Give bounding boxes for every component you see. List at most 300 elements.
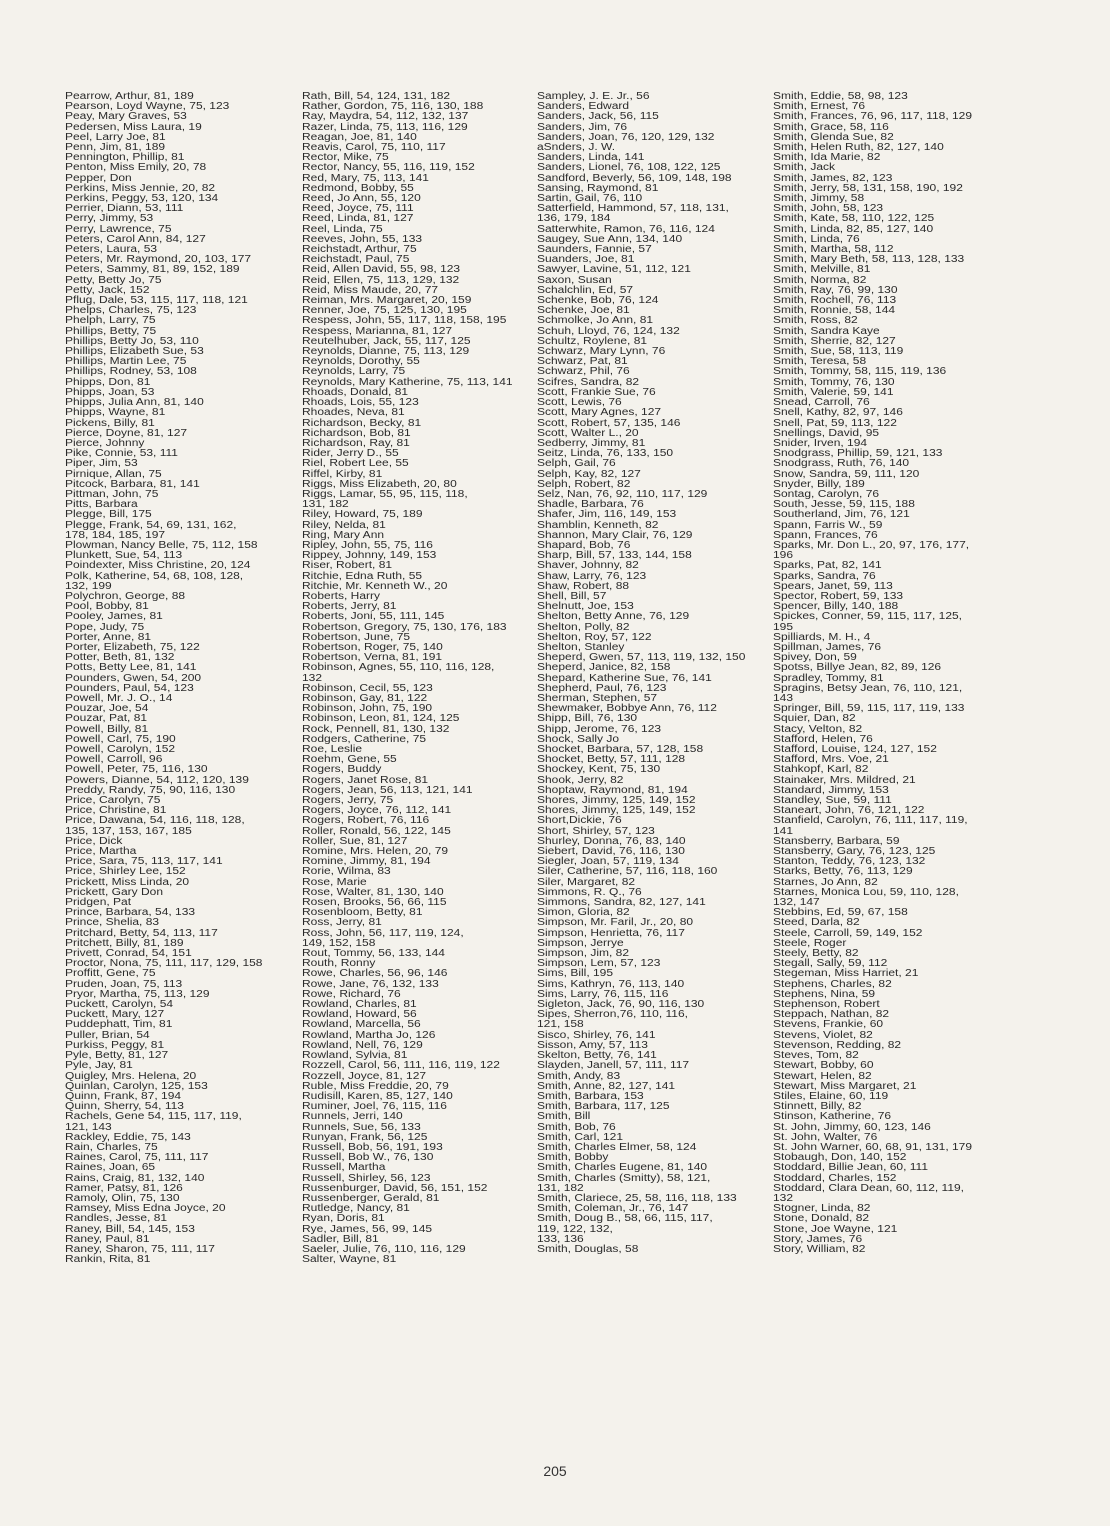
index-entry: Pouzar, Joe, 54 <box>65 703 149 715</box>
index-entry: Sims, Bill, 195 <box>537 968 614 980</box>
index-entry: Staneart, John, 76, 121, 122 <box>773 805 925 817</box>
index-entry: 196 <box>773 550 794 562</box>
index-entry: Stoddard, Charles, 152 <box>773 1172 897 1184</box>
index-entry: Raines, Joan, 65 <box>65 1162 156 1174</box>
index-entry: Perkins, Miss Jennie, 20, 82 <box>65 182 216 194</box>
index-entry: Smith, John, 58, 123 <box>773 203 884 215</box>
index-entry: Rose, Walter, 81, 130, 140 <box>302 886 444 898</box>
index-entry: Reavis, Carol, 75, 110, 117 <box>302 142 446 154</box>
index-entry: Smith, Norma, 82 <box>773 274 867 286</box>
index-entry: Price, Christine, 81 <box>65 805 167 817</box>
index-entry: Pitcock, Barbara, 81, 141 <box>65 478 200 490</box>
index-entry: Richardson, Bob, 81 <box>302 427 411 439</box>
index-entry: Phipps, Wayne, 81 <box>65 407 166 419</box>
index-entry: 121, 158 <box>537 1019 584 1031</box>
index-entry: Stinson, Katherine, 76 <box>773 1111 892 1123</box>
index-entry: Stacy, Velton, 82 <box>773 723 863 735</box>
index-entry: Smith, Teresa, 58 <box>773 356 867 368</box>
index-entry: Short,Dickie, 76 <box>537 815 622 827</box>
index-entry: Shook, Jerry, 82 <box>537 774 624 786</box>
index-column-4 <box>773 92 972 1255</box>
index-entry: Price, Shirley Lee, 152 <box>65 866 186 878</box>
index-entry: Puddephatt, Tim, 81 <box>65 1019 173 1031</box>
index-entry: Stogner, Linda, 82 <box>773 1203 871 1215</box>
index-entry: Rowland, Charles, 81 <box>302 999 417 1011</box>
index-entry: 132 <box>773 1192 794 1204</box>
index-entry: Rogers, Jean, 56, 113, 121, 141 <box>302 784 473 796</box>
index-entry: Reynolds, Dorothy, 55 <box>302 356 420 368</box>
index-entry: Simon, Gloria, 82 <box>537 907 630 919</box>
index-entry: Spencer, Billy, 140, 188 <box>773 601 899 613</box>
index-entry: Phillips, Betty Jo, 53, 110 <box>65 335 199 347</box>
index-entry: Reed, Joyce, 75, 111 <box>302 203 414 215</box>
index-entry: 149, 152, 158 <box>302 937 376 949</box>
index-entry: Pridgen, Pat <box>65 897 132 909</box>
index-entry: Satterwhite, Ramon, 76, 116, 124 <box>537 223 715 235</box>
index-entry: Snell, Kathy, 82, 97, 146 <box>773 407 903 419</box>
index-entry: Schwarz, Mary Lynn, 76 <box>537 346 666 358</box>
index-entry: Schultz, Roylene, 81 <box>537 335 648 347</box>
index-entry: Rozzell, Joyce, 81, 127 <box>302 1070 427 1082</box>
index-entry: Stone, Donald, 82 <box>773 1213 870 1225</box>
index-entry: Shapard, Bob, 76 <box>537 539 631 551</box>
index-entry: Rowland, Martha Jo, 126 <box>302 1029 436 1041</box>
index-entry: Robinson, Gay, 81, 122 <box>302 692 428 704</box>
index-entry: Rhoads, Donald, 81 <box>302 386 409 398</box>
index-entry: Sipes, Sherron,76, 110, 116, <box>537 1009 688 1021</box>
index-entry: 131, 182 <box>537 1182 584 1194</box>
index-entry: Riley, Nelda, 81 <box>302 519 386 531</box>
index-entry: Snodgrass, Ruth, 76, 140 <box>773 458 910 470</box>
index-entry: Rogers, Joyce, 76, 112, 141 <box>302 805 452 817</box>
index-entry: Stinnett, Billy, 82 <box>773 1101 862 1113</box>
index-entry: Southerland, Jim, 76, 121 <box>773 509 910 521</box>
index-entry: Perrier, Diann, 53, 111 <box>65 203 184 215</box>
index-entry: Smith, Mary Beth, 58, 113, 128, 133 <box>773 254 965 266</box>
index-entry: Preddy, Randy, 75, 90, 116, 130 <box>65 784 236 796</box>
index-entry: Stafford, Mrs. Voe, 21 <box>773 754 889 766</box>
index-entry: Shelton, Polly, 82 <box>537 621 630 633</box>
index-entry: Shamblin, Kenneth, 82 <box>537 519 659 531</box>
index-entry: Schwarz, Phil, 76 <box>537 366 630 378</box>
index-entry: Rains, Craig, 81, 132, 140 <box>65 1172 205 1184</box>
index-entry: Sanders, Linda, 141 <box>537 152 645 164</box>
index-entry: Shelton, Betty Anne, 76, 129 <box>537 611 690 623</box>
index-entry: Rachels, Gene 54, 115, 117, 119, <box>65 1111 242 1123</box>
index-entry: Prince, Barbara, 54, 133 <box>65 907 196 919</box>
index-entry: Pittman, John, 75 <box>65 488 159 500</box>
index-entry: Peters, Laura, 53 <box>65 244 158 256</box>
index-entry: Reel, Linda, 75 <box>302 223 383 235</box>
index-entry: Simmons, Sandra, 82, 127, 141 <box>537 897 706 909</box>
index-entry: Polk, Katherine, 54, 68, 108, 128, <box>65 570 244 582</box>
index-entry: Schwarz, Pat, 81 <box>537 356 628 368</box>
index-entry: Sparks, Mr. Don L., 20, 97, 176, 177, <box>773 539 970 551</box>
index-entry: Pool, Bobby, 81 <box>65 601 149 613</box>
index-entry: Russenberger, Gerald, 81 <box>302 1192 440 1204</box>
index-entry: Rosen, Brooks, 56, 66, 115 <box>302 897 447 909</box>
index-entry: Rowland, Marcella, 56 <box>302 1019 421 1031</box>
index-entry: Simpson, Henrietta, 76, 117 <box>537 927 685 939</box>
index-entry: Robertson, Verna, 81, 191 <box>302 652 443 664</box>
index-entry: Reiman, Mrs. Margaret, 20, 159 <box>302 295 472 307</box>
index-entry: Robinson, Agnes, 55, 110, 116, 128, <box>302 662 495 674</box>
index-entry: Powell, Carolyn, 152 <box>65 744 176 755</box>
index-entry: Shell, Bill, 57 <box>537 590 607 602</box>
index-entry: 195 <box>773 621 794 633</box>
index-entry: Smith, Andy, 83 <box>537 1070 621 1082</box>
index-entry: Reed, Linda, 81, 127 <box>302 213 414 225</box>
index-entry: Rippey, Johnny, 149, 153 <box>302 550 437 562</box>
index-entry: Roehm, Gene, 55 <box>302 754 397 766</box>
index-entry: Rodgers, Catherine, 75 <box>302 733 427 745</box>
index-entry: 178, 184, 185, 197 <box>65 529 166 541</box>
index-entry: Prickett, Miss Linda, 20 <box>65 876 190 888</box>
index-entry: Rye, James, 56, 99, 145 <box>302 1223 433 1235</box>
index-entry: Starnes, Monica Lou, 59, 110, 128, <box>773 886 959 898</box>
index-entry: Snellings, David, 95 <box>773 427 880 439</box>
index-entry: Sampley, J. E. Jr., 56 <box>537 91 650 102</box>
index-entry: Porter, Anne, 81 <box>65 631 152 643</box>
index-entry: Petty, Betty Jo, 75 <box>65 274 162 286</box>
index-entry: Price, Dick <box>65 835 123 847</box>
index-entry: Stafford, Helen, 76 <box>773 733 873 745</box>
index-entry: aSnders, J. W. <box>537 142 616 154</box>
index-entry: Reynolds, Larry, 75 <box>302 366 406 378</box>
index-entry: Randles, Jesse, 81 <box>65 1213 168 1225</box>
index-entry: Selph, Gail, 76 <box>537 458 616 470</box>
index-entry: Ruminer, Joel, 76, 115, 116 <box>302 1101 447 1113</box>
index-entry: Russell, Bob, 56, 191, 193 <box>302 1141 443 1153</box>
index-entry: Reid, Miss Maude, 20, 77 <box>302 284 439 296</box>
index-entry: Saunders, Fannie, 57 <box>537 244 652 256</box>
index-entry: Smith, Grace, 58, 116 <box>773 121 889 133</box>
index-entry: Rector, Mike, 75 <box>302 152 389 164</box>
index-entry: Rutledge, Nancy, 81 <box>302 1203 410 1215</box>
index-entry: South, Jesse, 59, 115, 188 <box>773 499 915 511</box>
index-entry: Stevenson, Redding, 82 <box>773 1039 902 1051</box>
index-entry: Smith, Valerie, 59, 141 <box>773 386 894 398</box>
index-entry: Peay, Mary Graves, 53 <box>65 111 187 123</box>
index-entry: Smith, James, 82, 123 <box>773 172 893 184</box>
index-entry: Selph, Kay, 82, 127 <box>537 468 641 480</box>
index-entry: Peters, Sammy, 81, 89, 152, 189 <box>65 264 240 276</box>
index-entry: Spickes, Conner, 59, 115, 117, 125, <box>773 611 963 623</box>
index-entry: Rosenbloom, Betty, 81 <box>302 907 423 919</box>
index-entry: Stone, Joe Wayne, 121 <box>773 1223 898 1235</box>
index-entry: Ruble, Miss Freddie, 20, 79 <box>302 1080 449 1092</box>
index-entry: Smith, Eddie, 58, 98, 123 <box>773 91 908 102</box>
index-entry: Sigleton, Jack, 76, 90, 116, 130 <box>537 999 705 1011</box>
index-entry: Phillips, Martin Lee, 75 <box>65 356 187 368</box>
index-entry: Simpson, Mr. Faril, Jr., 20, 80 <box>537 917 694 929</box>
index-entry: Sparks, Pat, 82, 141 <box>773 560 882 572</box>
index-entry: Saxon, Susan <box>537 274 612 286</box>
index-entry: Stephens, Charles, 82 <box>773 978 892 990</box>
index-entry: Raney, Sharon, 75, 111, 117 <box>65 1243 215 1255</box>
index-entry: Rowe, Richard, 76 <box>302 988 401 1000</box>
index-entry: Rozzell, Carol, 56, 111, 116, 119, 122 <box>302 1060 500 1072</box>
index-entry: Shores, Jimmy, 125, 149, 152 <box>537 805 696 817</box>
index-entry: Scott, Robert, 57, 135, 146 <box>537 417 681 429</box>
index-entry: Pennington, Phillip, 81 <box>65 152 185 164</box>
index-entry: Rankin, Rita, 81 <box>65 1254 151 1266</box>
index-entry: Powell, Billy, 81 <box>65 723 149 735</box>
index-entry: Shock, Sally Jo <box>537 733 620 745</box>
index-entry: Smith, Glenda Sue, 82 <box>773 131 894 143</box>
index-entry: Raines, Carol, 75, 111, 117 <box>65 1152 209 1164</box>
index-entry: Reeves, John, 55, 133 <box>302 233 423 245</box>
index-entry: Routh, Ronny <box>302 958 376 970</box>
index-entry: Phillips, Elizabeth Sue, 53 <box>65 346 204 358</box>
index-entry: Potts, Betty Lee, 81, 141 <box>65 662 197 674</box>
index-entry: Sadler, Bill, 81 <box>302 1233 379 1245</box>
index-entry: Stahkopf, Karl, 82 <box>773 764 869 776</box>
index-entry: Shoptaw, Raymond, 81, 194 <box>537 784 688 796</box>
index-entry: Pryor, Martha, 75, 113, 129 <box>65 988 210 1000</box>
index-entry: Satterfield, Hammond, 57, 118, 131, <box>537 203 729 215</box>
index-entry: Stegall, Sally, 59, 112 <box>773 958 888 970</box>
index-entry: Sheperd, Gwen, 57, 113, 119, 132, 150 <box>537 652 746 664</box>
index-entry: 141 <box>773 825 794 837</box>
index-entry: Suanders, Joe, 81 <box>537 254 635 266</box>
index-entry: Spillman, James, 76 <box>773 641 882 653</box>
index-entry: Pooley, James, 81 <box>65 611 163 623</box>
index-entry: Polychron, George, 88 <box>65 590 186 602</box>
index-entry: Sims, Larry, 76, 115, 116 <box>537 988 669 1000</box>
index-column-1 <box>65 92 262 1265</box>
index-entry: 121, 143 <box>65 1121 112 1133</box>
index-entry: Snyder, Billy, 189 <box>773 478 865 490</box>
index-entry: Reid, Ellen, 75, 113, 129, 132 <box>302 274 460 286</box>
index-entry: Smith, Anne, 82, 127, 141 <box>537 1080 676 1092</box>
index-entry: Pounders, Gwen, 54, 200 <box>65 672 202 684</box>
index-entry: Sheperd, Janice, 82, 158 <box>537 662 671 674</box>
index-entry: Stansberry, Gary, 76, 123, 125 <box>773 846 936 858</box>
index-entry: Roberts, Joni, 55, 111, 145 <box>302 611 445 623</box>
index-entry: Short, Shirley, 57, 123 <box>537 825 655 837</box>
index-entry: Seitz, Linda, 76, 133, 150 <box>537 448 674 460</box>
index-entry: Reichstadt, Arthur, 75 <box>302 244 417 256</box>
index-entry: St. John Warner, 60, 68, 91, 131, 179 <box>773 1141 973 1153</box>
index-entry: Smith, Ross, 82 <box>773 315 858 327</box>
index-entry: Powell, Mr. J. O., 14 <box>65 692 173 704</box>
index-entry: Porter, Elizabeth, 75, 122 <box>65 641 200 653</box>
index-entry: Steele, Carroll, 59, 149, 152 <box>773 927 923 939</box>
index-entry: Pflug, Dale, 53, 115, 117, 118, 121 <box>65 295 248 307</box>
index-entry: Powell, Carroll, 96 <box>65 754 163 766</box>
index-entry: Selph, Robert, 82 <box>537 478 631 490</box>
index-entry: Selz, Nan, 76, 92, 110, 117, 129 <box>537 488 708 500</box>
index-entry: Smith, Martha, 58, 112 <box>773 244 894 256</box>
index-entry: Smith, Sue, 58, 113, 119 <box>773 346 904 358</box>
index-entry: Smith, Barbara, 153 <box>537 1090 644 1102</box>
index-entry: Roe, Leslie <box>302 744 363 755</box>
index-entry: Quinn, Sherry, 54, 113 <box>65 1101 184 1113</box>
index-entry: Shewmaker, Bobbye Ann, 76, 112 <box>537 703 717 715</box>
index-entry: Smith, Melville, 81 <box>773 264 871 276</box>
index-entry: Smith, Bobby <box>537 1152 609 1164</box>
index-entry: Sparks, Sandra, 76 <box>773 570 876 582</box>
index-entry: Rowe, Jane, 76, 132, 133 <box>302 978 439 990</box>
index-entry: Smith, Linda, 82, 85, 127, 140 <box>773 223 934 235</box>
index-entry: Shelton, Stanley <box>537 641 625 653</box>
index-entry: Runnels, Jerri, 140 <box>302 1111 403 1123</box>
index-entry: Smith, Bob, 76 <box>537 1121 616 1133</box>
index-entry: Spradley, Tommy, 81 <box>773 672 884 684</box>
index-entry: St. John, Walter, 76 <box>773 1131 878 1143</box>
index-entry: Standley, Sue, 59, 111 <box>773 795 892 807</box>
index-entry: Powell, Carl, 75, 190 <box>65 733 176 745</box>
index-entry: Robinson, Cecil, 55, 123 <box>302 682 433 694</box>
index-entry: Smith, Sandra Kaye <box>773 325 880 337</box>
index-entry: Shaw, Larry, 76, 123 <box>537 570 647 582</box>
index-entry: Proffitt, Gene, 75 <box>65 968 156 980</box>
index-entry: Pirnique, Allan, 75 <box>65 468 162 480</box>
index-entry: Plunkett, Sue, 54, 113 <box>65 550 183 562</box>
index-entry: Robinson, John, 75, 190 <box>302 703 433 715</box>
index-entry: Shadle, Barbara, 76 <box>537 499 644 511</box>
index-entry: Ramsey, Miss Edna Joyce, 20 <box>65 1203 226 1215</box>
index-entry: Smith, Coleman, Jr., 76, 147 <box>537 1203 689 1215</box>
index-entry: Starks, Betty, 76, 113, 129 <box>773 866 913 878</box>
index-entry: Scott, Walter L., 20 <box>537 427 639 439</box>
index-entry: Rudisill, Karen, 85, 127, 140 <box>302 1090 453 1102</box>
index-entry: Saugey, Sue Ann, 134, 140 <box>537 233 683 245</box>
index-entry: Rowland, Sylvia, 81 <box>302 1050 408 1062</box>
index-entry: Smith, Tommy, 76, 130 <box>773 376 895 388</box>
index-entry: Sontag, Carolyn, 76 <box>773 488 880 500</box>
index-entry: Stegeman, Miss Harriet, 21 <box>773 968 919 980</box>
index-entry: Smith, Jimmy, 58 <box>773 193 865 205</box>
index-entry: Ripley, John, 55, 75, 116 <box>302 539 433 551</box>
index-entry: Schenke, Bob, 76, 124 <box>537 295 659 307</box>
index-entry: Rain, Charles, 75 <box>65 1141 158 1153</box>
index-entry: Story, James, 76 <box>773 1233 863 1245</box>
index-entry: Respess, Marianna, 81, 127 <box>302 325 453 337</box>
index-entry: Reid, Allen David, 55, 98, 123 <box>302 264 461 276</box>
index-entry: Rock, Pennell, 81, 130, 132 <box>302 723 450 735</box>
index-entry: Sandford, Beverly, 56, 109, 148, 198 <box>537 172 732 184</box>
index-entry: Steele, Roger <box>773 937 847 949</box>
index-entry: Ross, Jerry, 81 <box>302 917 382 929</box>
index-entry: Schmolke, Jo Ann, 81 <box>537 315 654 327</box>
index-entry: Smith, Ida Marie, 82 <box>773 152 881 164</box>
index-entry: Robertson, Roger, 75, 140 <box>302 641 443 653</box>
index-entry: Pierce, Doyne, 81, 127 <box>65 427 188 439</box>
index-entry: Pedersen, Miss Laura, 19 <box>65 121 202 133</box>
index-entry: Roller, Ronald, 56, 122, 145 <box>302 825 451 837</box>
index-entry: Proctor, Nona, 75, 111, 117, 129, 158 <box>65 958 263 970</box>
index-entry: Riffel, Kirby, 81 <box>302 468 383 480</box>
index-entry: Phillips, Betty, 75 <box>65 325 157 337</box>
index-entry: Phipps, Julia Ann, 81, 140 <box>65 397 204 409</box>
index-entry: Price, Dawana, 54, 116, 118, 128, <box>65 815 245 827</box>
index-entry: Phipps, Joan, 53 <box>65 386 155 398</box>
index-entry: Prince, Shelia, 83 <box>65 917 160 929</box>
index-entry: Quigley, Mrs. Helena, 20 <box>65 1070 197 1082</box>
index-entry: Pounders, Paul, 54, 123 <box>65 682 194 694</box>
index-entry: Redmond, Bobby, 55 <box>302 182 414 194</box>
index-entry: Smith, Jack <box>773 162 836 174</box>
index-entry: Stevens, Violet, 82 <box>773 1029 873 1041</box>
index-entry: Robertson, June, 75 <box>302 631 411 643</box>
index-entry: Sanders, Jim, 76 <box>537 121 628 133</box>
index-entry: Smith, Rochell, 76, 113 <box>773 295 897 307</box>
index-entry: Pouzar, Pat, 81 <box>65 713 148 725</box>
index-entry: Rackley, Eddie, 75, 143 <box>65 1131 191 1143</box>
index-entry: Sisson, Amy, 57, 113 <box>537 1039 648 1051</box>
index-entry: Shaw, Robert, 88 <box>537 580 630 592</box>
index-entry: 135, 137, 153, 167, 185 <box>65 825 192 837</box>
index-entry: Riley, Howard, 75, 189 <box>302 509 423 521</box>
index-entry: Smith, Barbara, 117, 125 <box>537 1101 670 1113</box>
index-entry: Peters, Carol Ann, 84, 127 <box>65 233 206 245</box>
index-entry: Sanders, Lionel, 76, 108, 122, 125 <box>537 162 721 174</box>
index-entry: Snell, Pat, 59, 113, 122 <box>773 417 897 429</box>
index-entry: Smith, Charles Elmer, 58, 124 <box>537 1141 697 1153</box>
index-entry: Puckett, Mary, 127 <box>65 1009 165 1021</box>
index-entry: Smith, Doug B., 58, 66, 115, 117, <box>537 1213 713 1225</box>
index-entry: Stoddard, Billie Jean, 60, 111 <box>773 1162 929 1174</box>
index-entry: Roberts, Jerry, 81 <box>302 601 397 613</box>
index-entry: 143 <box>773 692 794 704</box>
index-entry: Sartin, Gail, 76, 110 <box>537 193 643 205</box>
index-entry: Shepard, Katherine Sue, 76, 141 <box>537 672 712 684</box>
index-entry: Reagan, Joe, 81, 140 <box>302 131 417 143</box>
index-entry: Rhoades, Neva, 81 <box>302 407 405 419</box>
index-entry: Smith, Charles Eugene, 81, 140 <box>537 1162 708 1174</box>
index-entry: Schenke, Joe, 81 <box>537 305 630 317</box>
index-entry: Smith, Helen Ruth, 82, 127, 140 <box>773 142 944 154</box>
index-entry: Shurley, Donna, 76, 83, 140 <box>537 835 686 847</box>
index-entry: Roller, Sue, 81, 127 <box>302 835 408 847</box>
index-entry: Spears, Janet, 59, 113 <box>773 580 893 592</box>
index-entry: Rider, Jerry D., 55 <box>302 448 399 460</box>
index-entry: Penn, Jim, 81, 189 <box>65 142 166 154</box>
index-entry: Rowe, Charles, 56, 96, 146 <box>302 968 448 980</box>
index-entry: Slayden, Janell, 57, 111, 117 <box>537 1060 690 1072</box>
index-entry: Russell, Martha <box>302 1162 386 1174</box>
index-entry: Spivey, Don, 59 <box>773 652 857 664</box>
index-entry: Runnels, Sue, 56, 133 <box>302 1121 421 1133</box>
index-entry: Ritchie, Mr. Kenneth W., 20 <box>302 580 448 592</box>
index-entry: Smith, Charles (Smitty), 58, 121, <box>537 1172 711 1184</box>
index-entry: Romine, Mrs. Helen, 20, 79 <box>302 846 449 858</box>
index-entry: Schuh, Lloyd, 76, 124, 132 <box>537 325 680 337</box>
index-entry: Simpson, Jim, 82 <box>537 948 630 960</box>
index-entry: Squier, Dan, 82 <box>773 713 856 725</box>
index-entry: Shafer, Jim, 116, 149, 153 <box>537 509 677 521</box>
index-entry: Pike, Connie, 53, 111 <box>65 448 178 460</box>
index-entry: Sharp, Bill, 57, 133, 144, 158 <box>537 550 692 562</box>
index-entry: Raney, Paul, 81 <box>65 1233 150 1245</box>
index-entry: Reichstadt, Paul, 75 <box>302 254 410 266</box>
index-entry: Rose, Marie <box>302 876 367 888</box>
index-entry: Spector, Robert, 59, 133 <box>773 590 904 602</box>
index-entry: Steely, Betty, 82 <box>773 948 859 960</box>
index-entry: Spann, Farris W., 59 <box>773 519 883 531</box>
index-entry: Ross, John, 56, 117, 119, 124, <box>302 927 464 939</box>
index-entry: Pepper, Don <box>65 172 132 184</box>
index-entry: Piper, Jim, 53 <box>65 458 138 470</box>
index-entry: Stiles, Elaine, 60, 119 <box>773 1090 889 1102</box>
index-entry: Ramoly, Olin, 75, 130 <box>65 1192 180 1204</box>
index-entry: Shocket, Betty, 57, 111, 128 <box>537 754 686 766</box>
index-entry: Respess, John, 55, 117, 118, 158, 195 <box>302 315 507 327</box>
index-entry: Spann, Frances, 76 <box>773 529 878 541</box>
index-entry: Phelps, Charles, 75, 123 <box>65 305 197 317</box>
